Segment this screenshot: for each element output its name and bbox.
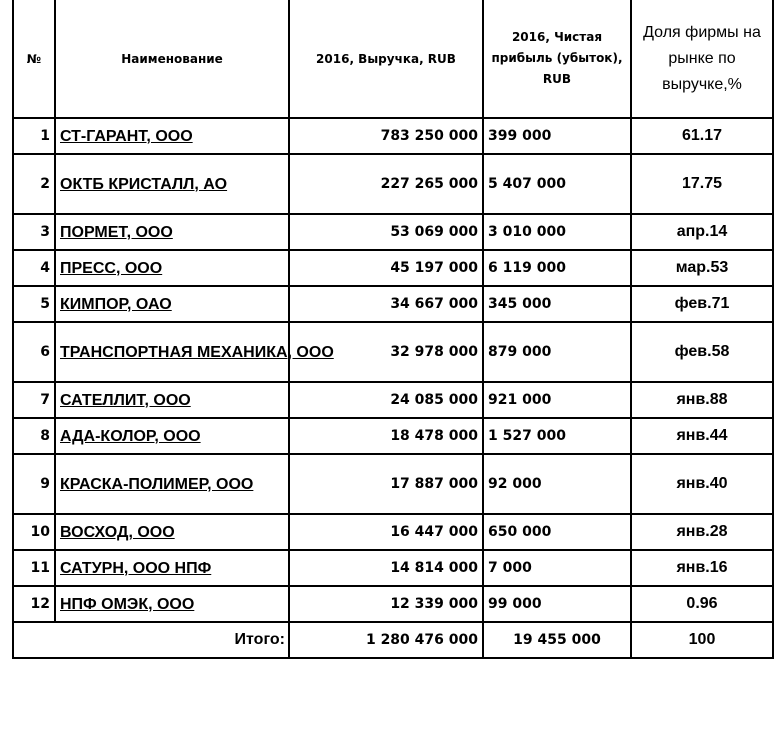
total-label: Итого: [13,622,289,658]
company-link[interactable] [55,250,289,286]
row-number: 2 [13,154,55,214]
company-link[interactable] [55,418,289,454]
company-name[interactable]: ПОРМЕТ, ООО [60,223,173,241]
revenue-cell: 45 197 000 [289,250,483,286]
table-row [13,154,773,214]
company-name[interactable]: АДА-КОЛОР, ООО [60,427,201,445]
profit-cell: 345 000 [483,286,631,322]
table-row [13,286,773,322]
row-number: 11 [13,550,55,586]
revenue-cell: 18 478 000 [289,418,483,454]
company-name[interactable]: КИМПОР, ОАО [60,295,172,313]
profit-cell: 7 000 [483,550,631,586]
company-name[interactable]: ТРАНСПОРТНАЯ МЕХАНИКА, ООО [60,343,334,361]
revenue-cell: 53 069 000 [289,214,483,250]
total-share: 100 [631,622,773,658]
table-row [13,454,773,514]
row-number: 10 [13,514,55,550]
share-cell: янв.40 [631,454,773,514]
company-name[interactable]: ОКТБ КРИСТАЛЛ, АО [60,175,228,193]
share-cell: апр.14 [631,214,773,250]
table-row [13,250,773,286]
company-link[interactable] [55,154,289,214]
share-cell: фев.71 [631,286,773,322]
header-share: Доля фирмы на рынке по выручке,% [631,0,773,118]
revenue-cell: 14 814 000 [289,550,483,586]
company-link[interactable] [55,214,289,250]
header-revenue: 2016, Выручка, RUB [289,0,483,118]
row-number: 3 [13,214,55,250]
table-row [13,586,773,622]
header-row [13,0,773,118]
company-link[interactable] [55,454,289,514]
company-name[interactable]: ВОСХОД, ООО [60,523,175,541]
table-row [13,214,773,250]
profit-cell: 3 010 000 [483,214,631,250]
company-name[interactable]: СТ-ГАРАНТ, ООО [60,127,193,145]
row-number: 5 [13,286,55,322]
table-row [13,322,773,382]
row-number: 8 [13,418,55,454]
row-number: 6 [13,322,55,382]
row-number: 4 [13,250,55,286]
row-number: 12 [13,586,55,622]
share-cell: 17.75 [631,154,773,214]
header-num: № [13,0,55,118]
row-number: 7 [13,382,55,418]
company-link[interactable] [55,586,289,622]
share-cell: мар.53 [631,250,773,286]
profit-cell: 879 000 [483,322,631,382]
total-row [13,622,773,658]
table-row [13,550,773,586]
profit-cell: 99 000 [483,586,631,622]
header-name: Наименование [55,0,289,118]
company-name[interactable]: САТУРН, ООО НПФ [60,559,212,577]
profit-cell: 1 527 000 [483,418,631,454]
header-profit: 2016, Чистая прибыль (убыток), RUB [483,0,631,118]
revenue-cell: 16 447 000 [289,514,483,550]
profit-cell: 921 000 [483,382,631,418]
share-cell: фев.58 [631,322,773,382]
company-name[interactable]: НПФ ОМЭК, ООО [60,595,195,613]
share-cell: янв.16 [631,550,773,586]
table-row [13,514,773,550]
row-number: 1 [13,118,55,154]
market-share-table [12,0,774,659]
company-name[interactable]: ПРЕСС, ООО [60,259,163,277]
company-name[interactable]: КРАСКА-ПОЛИМЕР, ООО [60,475,254,493]
total-revenue: 1 280 476 000 [289,622,483,658]
revenue-cell: 12 339 000 [289,586,483,622]
revenue-cell: 32 978 000 [289,322,483,382]
profit-cell: 92 000 [483,454,631,514]
company-link[interactable] [55,118,289,154]
share-cell: янв.28 [631,514,773,550]
revenue-cell: 227 265 000 [289,154,483,214]
table-row [13,418,773,454]
revenue-cell: 17 887 000 [289,454,483,514]
profit-cell: 5 407 000 [483,154,631,214]
row-number: 9 [13,454,55,514]
revenue-cell: 24 085 000 [289,382,483,418]
share-cell: янв.88 [631,382,773,418]
company-name[interactable]: САТЕЛЛИТ, ООО [60,391,191,409]
revenue-cell: 34 667 000 [289,286,483,322]
company-link[interactable] [55,550,289,586]
company-link[interactable] [55,322,334,382]
revenue-cell: 783 250 000 [289,118,483,154]
profit-cell: 650 000 [483,514,631,550]
total-profit: 19 455 000 [483,622,631,658]
company-link[interactable] [55,382,289,418]
share-cell: янв.44 [631,418,773,454]
profit-cell: 399 000 [483,118,631,154]
table-row [13,382,773,418]
company-link[interactable] [55,514,289,550]
profit-cell: 6 119 000 [483,250,631,286]
company-link[interactable] [55,286,289,322]
table-row [13,118,773,154]
share-cell: 0.96 [631,586,773,622]
share-cell: 61.17 [631,118,773,154]
